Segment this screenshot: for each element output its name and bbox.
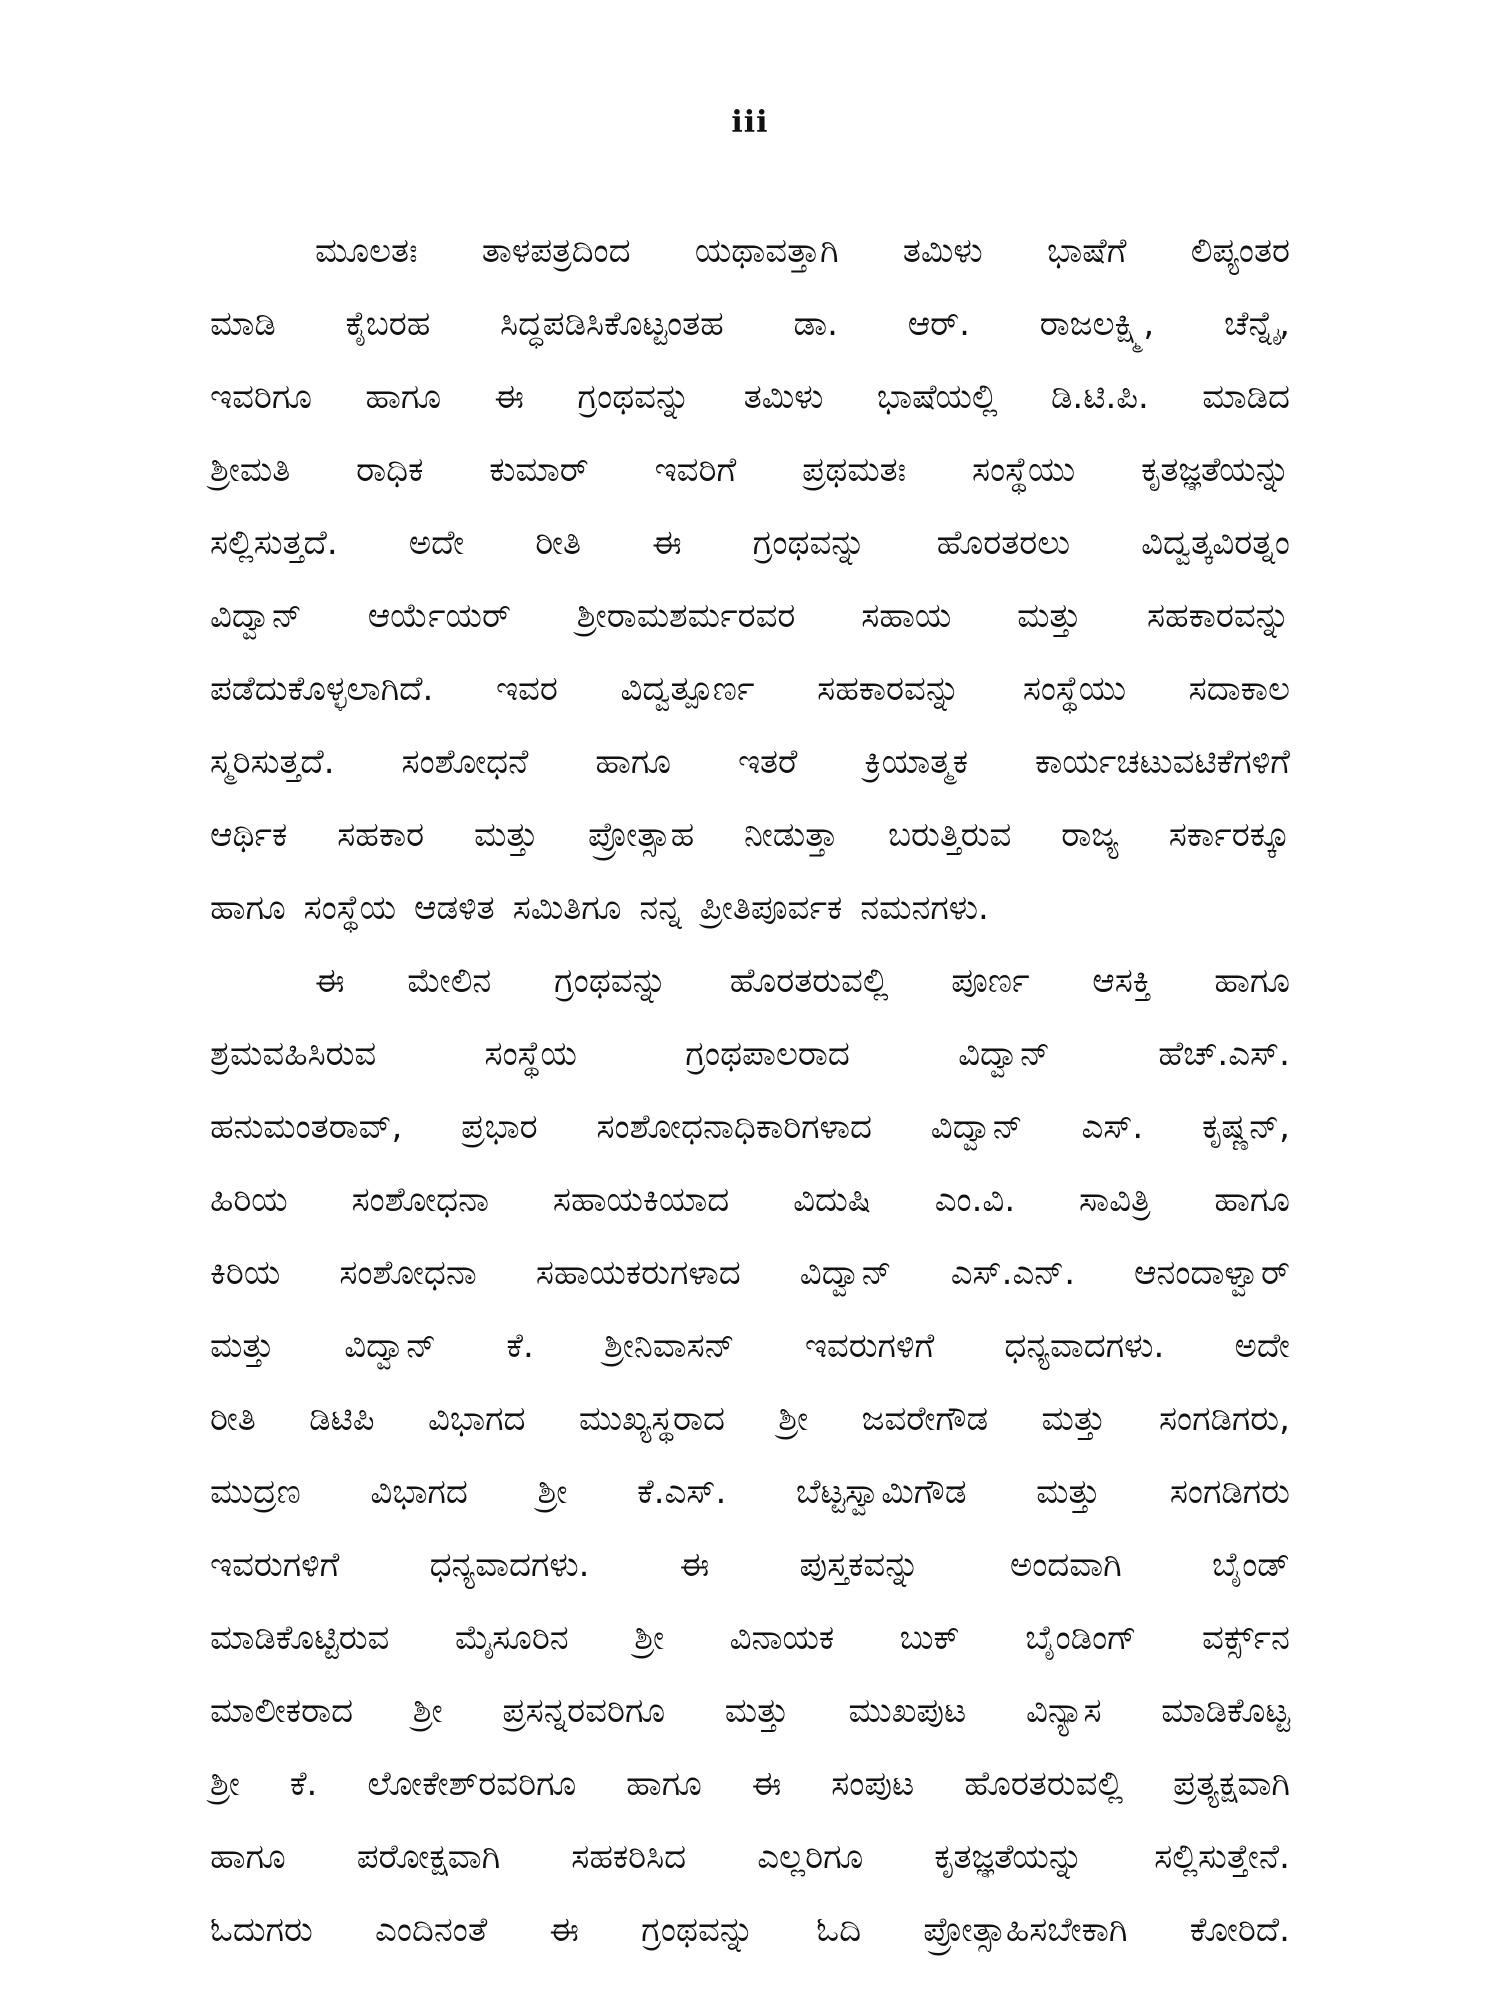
text-line: ಹಾಗೂ ಪರೋಕ್ಷವಾಗಿ ಸಹಕರಿಸಿದ ಎಲ್ಲರಿಗೂ ಕೃತಜ್ಞತೆಯನ್ನು ಸಲ್ಲಿಸುತ್ತೇನೆ. xyxy=(210,1837,1290,1877)
text-line: ಹಾಗೂ ಸಂಸ್ಥೆಯ ಆಡಳಿತ ಸಮಿತಿಗೂ ನನ್ನ ಪ್ರೀತಿಪೂರ್ವಕ ನಮನಗಳು. xyxy=(210,888,989,928)
text-line: ಮುದ್ರಣ ವಿಭಾಗದ ಶ್ರೀ ಕೆ.ಎಸ್. ಬೆಟ್ಟಸ್ವಾಮಿಗೌಡ ಮತ್ತು ಸಂಗಡಿಗರು xyxy=(210,1472,1290,1512)
text-line: ಮೂಲತಃ ತಾಳಪತ್ರದಿಂದ ಯಥಾವತ್ತಾಗಿ ತಮಿಳು ಭಾಷೆಗೆ ಲಿಪ್ಯಂತರ xyxy=(315,231,1290,271)
text-line: ಈ ಮೇಲಿನ ಗ್ರಂಥವನ್ನು ಹೊರತರುವಲ್ಲಿ ಪೂರ್ಣ ಆಸಕ್ತಿ ಹಾಗೂ xyxy=(315,961,1290,1001)
text-line: ಶ್ರಮವಹಿಸಿರುವ ಸಂಸ್ಥೆಯ ಗ್ರಂಥಪಾಲರಾದ ವಿದ್ವಾನ್ ಹೆಚ್.ಎಸ್. xyxy=(210,1034,1290,1074)
text-line: ಮತ್ತು ವಿದ್ವಾನ್ ಕೆ. ಶ್ರೀನಿವಾಸನ್ ಇವರುಗಳಿಗೆ ಧನ್ಯವಾದಗಳು. ಅದೇ xyxy=(210,1326,1290,1366)
text-line: ಇವರುಗಳಿಗೆ ಧನ್ಯವಾದಗಳು. ಈ ಪುಸ್ತಕವನ್ನು ಅಂದವಾಗಿ ಬೈಂಡ್ xyxy=(210,1545,1290,1585)
text-line: ಸ್ಮರಿಸುತ್ತದೆ. ಸಂಶೋಧನೆ ಹಾಗೂ ಇತರೆ ಕ್ರಿಯಾತ್ಮಕ ಕಾರ್ಯಚಟುವಟಿಕೆಗಳಿಗೆ xyxy=(210,742,1290,782)
text-line: ಶ್ರೀಮತಿ ರಾಧಿಕ ಕುಮಾರ್ ಇವರಿಗೆ ಪ್ರಥಮತಃ ಸಂಸ್ಥೆಯು ಕೃತಜ್ಞತೆಯನ್ನು xyxy=(210,450,1290,490)
text-line: ಮಾಲೀಕರಾದ ಶ್ರೀ ಪ್ರಸನ್ನರವರಿಗೂ ಮತ್ತು ಮುಖಪುಟ ವಿನ್ಯಾಸ ಮಾಡಿಕೊಟ್ಟ xyxy=(210,1691,1290,1731)
text-line: ಇವರಿಗೂ ಹಾಗೂ ಈ ಗ್ರಂಥವನ್ನು ತಮಿಳು ಭಾಷೆಯಲ್ಲಿ ಡಿ.ಟಿ.ಪಿ. ಮಾಡಿದ xyxy=(210,377,1290,417)
text-line: ವಿದ್ವಾನ್ ಆರ್ಯೆಯರ್ ಶ್ರೀರಾಮಶರ್ಮರವರ ಸಹಾಯ ಮತ್ತು ಸಹಕಾರವನ್ನು xyxy=(210,596,1290,636)
text-line: ಹಿರಿಯ ಸಂಶೋಧನಾ ಸಹಾಯಕಿಯಾದ ವಿದುಷಿ ಎಂ.ವಿ. ಸಾವಿತ್ರಿ ಹಾಗೂ xyxy=(210,1180,1290,1220)
text-line: ಪಡೆದುಕೊಳ್ಳಲಾಗಿದೆ. ಇವರ ವಿದ್ವತ್ಪೂರ್ಣ ಸಹಕಾರವನ್ನು ಸಂಸ್ಥೆಯು ಸದಾಕಾಲ xyxy=(210,669,1290,709)
text-line: ಸಲ್ಲಿಸುತ್ತದೆ. ಅದೇ ರೀತಿ ಈ ಗ್ರಂಥವನ್ನು ಹೊರತರಲು ವಿದ್ವತ್ಕವಿರತ್ನಂ xyxy=(210,523,1290,563)
text-line: ಕಿರಿಯ ಸಂಶೋಧನಾ ಸಹಾಯಕರುಗಳಾದ ವಿದ್ವಾನ್ ಎಸ್.ಎನ್. ಆನಂದಾಳ್ವಾರ್ xyxy=(210,1253,1290,1293)
text-line: ಶ್ರೀ ಕೆ. ಲೋಕೇಶ್‌ರವರಿಗೂ ಹಾಗೂ ಈ ಸಂಪುಟ ಹೊರತರುವಲ್ಲಿ ಪ್ರತ್ಯಕ್ಷವಾಗಿ xyxy=(210,1764,1290,1804)
text-line: ಮಾಡಿ ಕೈಬರಹ ಸಿದ್ಧಪಡಿಸಿಕೊಟ್ಟಂತಹ ಡಾ. ಆರ್. ರಾಜಲಕ್ಷ್ಮಿ, ಚೆನ್ನೈ, xyxy=(210,304,1290,344)
text-line: ಓದುಗರು ಎಂದಿನಂತೆ ಈ ಗ್ರಂಥವನ್ನು ಓದಿ ಪ್ರೋತ್ಸಾಹಿಸಬೇಕಾಗಿ ಕೋರಿದೆ. xyxy=(210,1910,1290,1950)
body-text xyxy=(210,215,1290,1967)
text-line: ರೀತಿ ಡಿಟಿಪಿ ವಿಭಾಗದ ಮುಖ್ಯಸ್ಥರಾದ ಶ್ರೀ ಜವರೇಗೌಡ ಮತ್ತು ಸಂಗಡಿಗರು, xyxy=(210,1399,1290,1439)
page-number: iii xyxy=(731,105,769,140)
text-line: ಆರ್ಥಿಕ ಸಹಕಾರ ಮತ್ತು ಪ್ರೋತ್ಸಾಹ ನೀಡುತ್ತಾ ಬರುತ್ತಿರುವ ರಾಜ್ಯ ಸರ್ಕಾರಕ್ಕೂ xyxy=(210,815,1290,855)
text-line: ಹನುಮಂತರಾವ್, ಪ್ರಭಾರ ಸಂಶೋಧನಾಧಿಕಾರಿಗಳಾದ ವಿದ್ವಾನ್ ಎಸ್. ಕೃಷ್ಣನ್, xyxy=(210,1107,1290,1147)
text-line: ಮಾಡಿಕೊಟ್ಟಿರುವ ಮೈಸೂರಿನ ಶ್ರೀ ವಿನಾಯಕ ಬುಕ್ ಬೈಂಡಿಂಗ್ ವರ್ಕ್ಸ್‌ನ xyxy=(210,1618,1290,1658)
